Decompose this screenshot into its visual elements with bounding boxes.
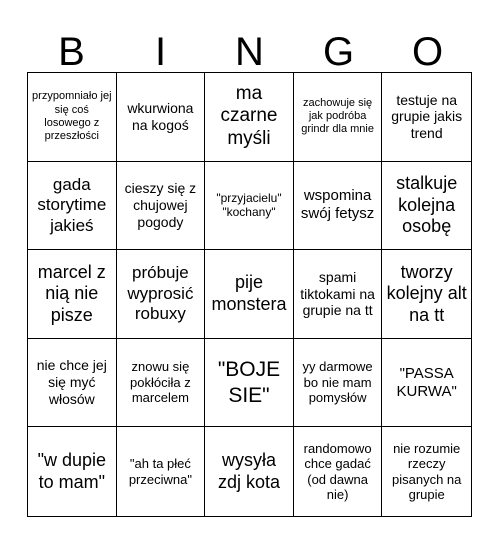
bingo-cell-r2c3[interactable]: "przyjacielu" "kochany" (205, 162, 294, 251)
bingo-cell-r2c5[interactable]: stalkuje kolejna osobę (382, 162, 471, 251)
bingo-cell-r1c4[interactable]: zachowuje się jak podróba grindr dla mnie (294, 73, 383, 162)
bingo-cell-r4c3[interactable]: "BOJE SIE" (205, 339, 294, 428)
bingo-cell-r1c1[interactable]: przypomniało jej się coś losowego z przeszłości (28, 73, 117, 162)
bingo-cell-r4c1[interactable]: nie chce jej się myć włosów (28, 339, 117, 428)
bingo-header (27, 28, 472, 76)
bingo-cell-r1c3[interactable]: ma czarne myśli (205, 73, 294, 162)
bingo-cell-r2c4[interactable]: wspomina swój fetysz (294, 162, 383, 251)
bingo-cell-r3c4[interactable]: spami tiktokami na grupie na tt (294, 250, 383, 339)
bingo-cell-r5c3[interactable]: wysyła zdj kota (205, 427, 294, 516)
bingo-cell-r4c2[interactable]: znowu się pokłóciła z marcelem (117, 339, 206, 428)
header-letter-b: B (58, 30, 85, 74)
header-letter-g: G (322, 30, 355, 74)
bingo-cell-r4c4[interactable]: yy darmowe bo nie mam pomysłów (294, 339, 383, 428)
bingo-cell-r3c2[interactable]: próbuje wyprosić robuxy (117, 250, 206, 339)
bingo-cell-r5c4[interactable]: randomowo chce gadać (od dawna nie) (294, 427, 383, 516)
bingo-cell-r1c2[interactable]: wkurwiona na kogoś (117, 73, 206, 162)
bingo-cell-r1c5[interactable]: testuje na grupie jakis trend (382, 73, 471, 162)
bingo-cell-r2c2[interactable]: cieszy się z chujowej pogody (117, 162, 206, 251)
bingo-grid (27, 72, 472, 517)
bingo-cell-r3c5[interactable]: tworzy kolejny alt na tt (382, 250, 471, 339)
header-letter-i: I (154, 30, 167, 74)
header-letter-o: O (411, 30, 444, 74)
bingo-cell-r5c1[interactable]: "w dupie to mam" (28, 427, 117, 516)
bingo-cell-r2c1[interactable]: gada storytime jakieś (28, 162, 117, 251)
bingo-cell-r3c3[interactable]: pije monstera (205, 250, 294, 339)
bingo-cell-r4c5[interactable]: "PASSA KURWA" (382, 339, 471, 428)
bingo-cell-r5c5[interactable]: nie rozumie rzeczy pisanych na grupie (391, 440, 462, 503)
header-letter-n: N (235, 30, 264, 74)
bingo-cell-r5c2[interactable]: "ah ta płeć przeciwna" (117, 427, 206, 516)
bingo-cell-r3c1[interactable]: marcel z nią nie pisze (28, 250, 117, 339)
